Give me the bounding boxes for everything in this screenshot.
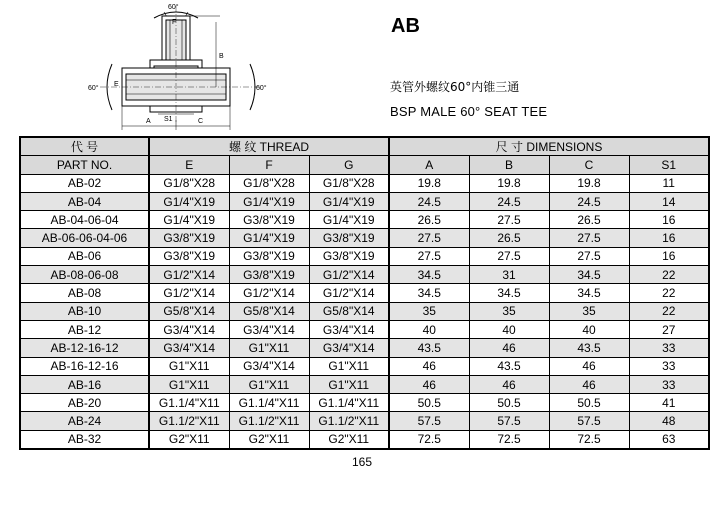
table-cell: 24.5	[469, 192, 549, 210]
table-cell: AB-20	[20, 394, 149, 412]
table-cell: AB-08	[20, 284, 149, 302]
table-cell: G3/4"X14	[149, 339, 229, 357]
dim-a-label: A	[146, 118, 151, 125]
table-cell: G2"X11	[229, 430, 309, 449]
table-cell: G1/8"X28	[149, 174, 229, 192]
table-cell: G1.1/4"X11	[149, 394, 229, 412]
table-cell: G1/8"X28	[309, 174, 389, 192]
dimensions-table	[19, 136, 710, 450]
tee-fitting-drawing	[86, 2, 276, 134]
table-cell: G1"X11	[149, 357, 229, 375]
table-cell: 50.5	[389, 394, 469, 412]
table-cell: G3/8"X19	[229, 247, 309, 265]
table-cell: AB-06	[20, 247, 149, 265]
table-cell: G3/4"X14	[309, 339, 389, 357]
table-cell: G1"X11	[309, 357, 389, 375]
table-row	[20, 320, 709, 338]
dim-e-label: E	[114, 81, 119, 88]
table-cell: G1"X11	[229, 339, 309, 357]
table-cell: 27.5	[549, 247, 629, 265]
table-cell: 40	[549, 320, 629, 338]
table-cell: G2"X11	[149, 430, 229, 449]
table-row	[20, 375, 709, 393]
table-row	[20, 284, 709, 302]
dim-f-label: F	[172, 19, 177, 26]
table-cell: 41	[629, 394, 709, 412]
table-cell: G3/8"X19	[309, 247, 389, 265]
table-cell: 57.5	[469, 412, 549, 430]
table-cell: G3/8"X19	[149, 247, 229, 265]
table-cell: G1/2"X14	[309, 284, 389, 302]
table-cell: G2"X11	[309, 430, 389, 449]
table-cell: 48	[629, 412, 709, 430]
header-e: E	[149, 156, 229, 174]
table-cell: 72.5	[469, 430, 549, 449]
table-row	[20, 247, 709, 265]
table-cell: G5/8"X14	[149, 302, 229, 320]
table-cell: G3/4"X14	[309, 320, 389, 338]
table-cell: 22	[629, 284, 709, 302]
table-cell: 14	[629, 192, 709, 210]
title-chinese: 英管外螺纹60°内锥三通	[390, 80, 520, 94]
table-cell: 46	[389, 375, 469, 393]
table-row	[20, 357, 709, 375]
table-cell: 50.5	[469, 394, 549, 412]
table-cell: G3/8"X19	[309, 229, 389, 247]
table-cell: AB-16	[20, 375, 149, 393]
table-cell: G3/4"X14	[229, 357, 309, 375]
header-a: A	[389, 156, 469, 174]
table-cell: G1.1/4"X11	[229, 394, 309, 412]
table-cell: G5/8"X14	[309, 302, 389, 320]
table-cell: 72.5	[549, 430, 629, 449]
header-dimensions-group: 尺 寸 DIMENSIONS	[389, 137, 709, 156]
table-cell: 46	[469, 375, 549, 393]
table-cell: 43.5	[549, 339, 629, 357]
table-cell: 34.5	[549, 284, 629, 302]
table-cell: 24.5	[389, 192, 469, 210]
table-row	[20, 412, 709, 430]
table-cell: G1"X11	[309, 375, 389, 393]
table-cell: AB-06-06-04-06	[20, 229, 149, 247]
page-number: 165	[352, 455, 373, 469]
title-english: BSP MALE 60° SEAT TEE	[390, 104, 548, 119]
table-row	[20, 192, 709, 210]
table-row	[20, 229, 709, 247]
table-cell: G1/2"X14	[229, 284, 309, 302]
table-cell: G1.1/4"X11	[309, 394, 389, 412]
part-code: AB	[391, 15, 420, 37]
table-cell: 31	[469, 266, 549, 284]
table-cell: AB-08-06-08	[20, 266, 149, 284]
table-cell: G1.1/2"X11	[229, 412, 309, 430]
table-cell: G1/4"X19	[149, 192, 229, 210]
table-row	[20, 430, 709, 449]
table-row	[20, 302, 709, 320]
table-cell: AB-12-16-12	[20, 339, 149, 357]
table-cell: AB-16-12-16	[20, 357, 149, 375]
header-c: C	[549, 156, 629, 174]
table-cell: 27.5	[389, 229, 469, 247]
table-cell: 35	[469, 302, 549, 320]
table-cell: 19.8	[389, 174, 469, 192]
table-cell: 22	[629, 266, 709, 284]
table-cell: G1/2"X14	[309, 266, 389, 284]
table-cell: 27.5	[469, 247, 549, 265]
table-cell: 33	[629, 375, 709, 393]
table-cell: 34.5	[389, 284, 469, 302]
table-cell: 27.5	[549, 229, 629, 247]
table-cell: AB-10	[20, 302, 149, 320]
table-cell: 35	[549, 302, 629, 320]
table-cell: G3/8"X19	[229, 211, 309, 229]
table-cell: 16	[629, 229, 709, 247]
table-cell: G1/4"X19	[229, 192, 309, 210]
table-cell: G1/8"X28	[229, 174, 309, 192]
table-cell: G1/2"X14	[149, 266, 229, 284]
table-row	[20, 266, 709, 284]
table-cell: 27	[629, 320, 709, 338]
table-row	[20, 394, 709, 412]
top-angle-label: 60°	[168, 4, 179, 11]
table-cell: 35	[389, 302, 469, 320]
table-cell: G1/2"X14	[149, 284, 229, 302]
table-cell: 40	[469, 320, 549, 338]
table-cell: 27.5	[389, 247, 469, 265]
table-cell: 26.5	[549, 211, 629, 229]
table-cell: AB-04-06-04	[20, 211, 149, 229]
table-cell: G1/4"X19	[149, 211, 229, 229]
table-cell: AB-12	[20, 320, 149, 338]
table-row	[20, 339, 709, 357]
table-row	[20, 174, 709, 192]
dim-s1-label: S1	[164, 116, 173, 123]
header-thread-group: 螺 纹 THREAD	[149, 137, 389, 156]
table-cell: 46	[549, 375, 629, 393]
table-cell: 26.5	[469, 229, 549, 247]
table-cell: 50.5	[549, 394, 629, 412]
table-cell: G1/4"X19	[309, 192, 389, 210]
table-cell: G3/4"X14	[229, 320, 309, 338]
header-s1: S1	[629, 156, 709, 174]
table-cell: AB-04	[20, 192, 149, 210]
table-cell: 16	[629, 211, 709, 229]
table-cell: 34.5	[389, 266, 469, 284]
table-cell: 34.5	[469, 284, 549, 302]
table-cell: 33	[629, 357, 709, 375]
table-cell: AB-32	[20, 430, 149, 449]
table-cell: 26.5	[389, 211, 469, 229]
table-cell: 22	[629, 302, 709, 320]
table-cell: 16	[629, 247, 709, 265]
table-cell: 33	[629, 339, 709, 357]
table-cell: G5/8"X14	[229, 302, 309, 320]
table-cell: G1"X11	[149, 375, 229, 393]
table-cell: 57.5	[549, 412, 629, 430]
table-cell: G3/4"X14	[149, 320, 229, 338]
dim-c-label: C	[198, 118, 204, 125]
table-cell: 19.8	[549, 174, 629, 192]
table-cell: 72.5	[389, 430, 469, 449]
table-cell: 40	[389, 320, 469, 338]
table-row	[20, 211, 709, 229]
table-cell: G3/8"X19	[149, 229, 229, 247]
table-cell: G1"X11	[229, 375, 309, 393]
table-cell: 24.5	[549, 192, 629, 210]
dim-b-label: B	[219, 53, 224, 60]
table-cell: 11	[629, 174, 709, 192]
table-cell: 43.5	[469, 357, 549, 375]
table-cell: 46	[389, 357, 469, 375]
table-cell: G1/4"X19	[309, 211, 389, 229]
table-cell: 34.5	[549, 266, 629, 284]
header-g: G	[309, 156, 389, 174]
right-angle-label: 60°	[256, 85, 267, 92]
table-cell: 63	[629, 430, 709, 449]
table-cell: G3/8"X19	[229, 266, 309, 284]
table-cell: 46	[469, 339, 549, 357]
table-cell: 27.5	[469, 211, 549, 229]
table-cell: G1.1/2"X11	[309, 412, 389, 430]
table-cell: 43.5	[389, 339, 469, 357]
table-cell: G1/4"X19	[229, 229, 309, 247]
header-b: B	[469, 156, 549, 174]
header-code-cn: 代 号	[20, 137, 149, 156]
header-part-no: PART NO.	[20, 156, 149, 174]
table-cell: AB-02	[20, 174, 149, 192]
left-angle-label: 60°	[88, 85, 99, 92]
table-cell: AB-24	[20, 412, 149, 430]
table-cell: 19.8	[469, 174, 549, 192]
table-cell: 46	[549, 357, 629, 375]
table-cell: G1.1/2"X11	[149, 412, 229, 430]
table-cell: 57.5	[389, 412, 469, 430]
header-f: F	[229, 156, 309, 174]
